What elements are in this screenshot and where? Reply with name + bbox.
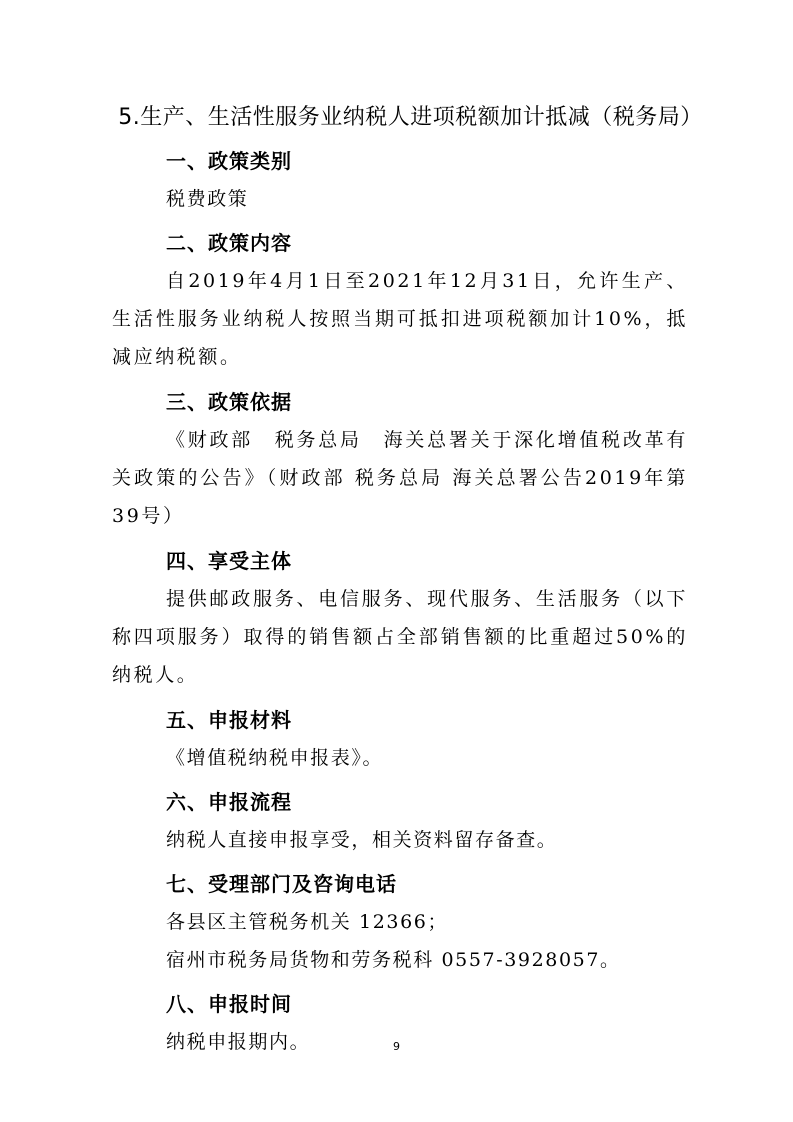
section-heading-application-process: 六、申报流程 — [166, 790, 292, 814]
section-heading-departments-contacts: 七、受理部门及咨询电话 — [166, 872, 397, 896]
section-heading-policy-content: 二、政策内容 — [166, 231, 292, 255]
section-body-application-materials: 《增值税纳税申报表》。 — [166, 747, 384, 769]
section-body-city-tax-office: 宿州市税务局货物和劳务税科 0557-3928057。 — [166, 949, 621, 971]
section-heading-application-time: 八、申报时间 — [166, 992, 292, 1016]
section-heading-policy-basis: 三、政策依据 — [166, 390, 292, 414]
section-body-policy-content: 自2019年4月1日至2021年12月31日，允许生产、生活性服务业纳税人按照当期可抵扣进项税额加计10%，抵减应纳税额。 — [112, 270, 688, 368]
section-body-application-time: 纳税申报期内。 — [166, 1031, 311, 1053]
page-number: 9 — [393, 1040, 400, 1053]
section-heading-eligible-subject: 四、享受主体 — [166, 549, 292, 573]
section-body-eligible-subject: 提供邮政服务、电信服务、现代服务、生活服务（以下称四项服务）取得的销售额占全部销售额的比重超过50%的纳税人。 — [112, 588, 688, 686]
document-body — [112, 142, 688, 1061]
document-title: 5.生产、生活性服务业纳税人进项税额加计抵减（税务局） — [118, 105, 703, 130]
section-body-county-tax-office: 各县区主管税务机关 12366； — [166, 911, 449, 933]
section-body-application-process: 纳税人直接申报享受，相关资料留存备查。 — [166, 829, 558, 851]
section-body-policy-category: 税费政策 — [166, 188, 249, 210]
section-heading-policy-category: 一、政策类别 — [166, 149, 292, 173]
section-heading-application-materials: 五、申报材料 — [166, 708, 292, 732]
section-body-policy-basis: 《财政部 税务总局 海关总署关于深化增值税改革有关政策的公告》（财政部 税务总局 海关总署公告2019年第39号） — [112, 429, 688, 527]
